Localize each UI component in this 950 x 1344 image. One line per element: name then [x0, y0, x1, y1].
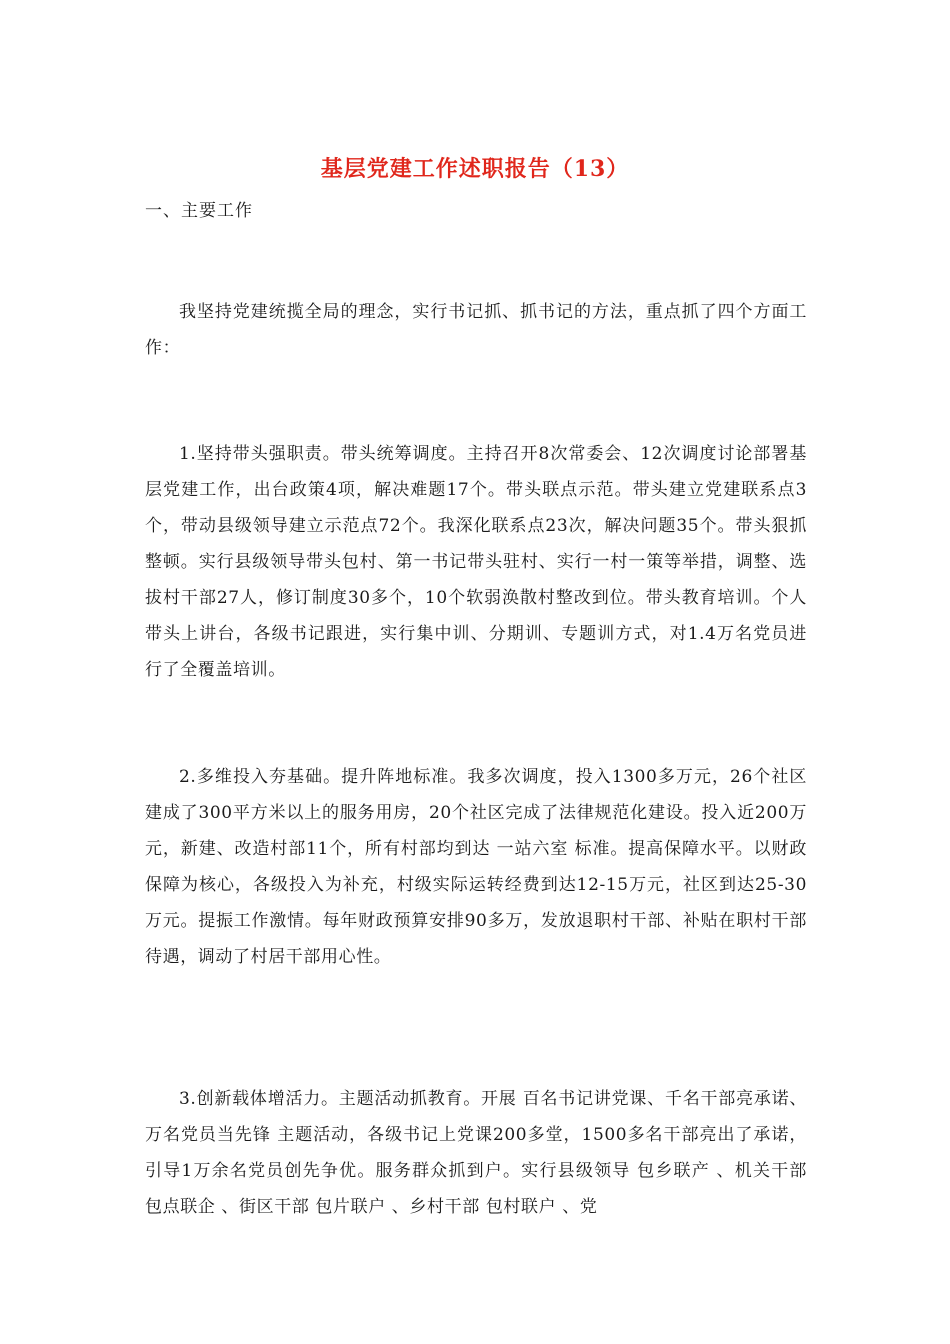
paragraph-intro: 我坚持党建统揽全局的理念，实行书记抓、抓书记的方法，重点抓了四个方面工作： [145, 302, 807, 358]
paragraph-3: 3.创新载体增活力。主题活动抓教育。开展 百名书记讲党课、千名干部亮承诺、万名党员当先锋 主题活动，各级书记上党课200多堂，1500多名干部亮出了承诺，引导1万余名党员创先争优。服务群众抓到户。实行县级领导 包乡联产 、机关干部 包点联企 、街区干部 包片联户 、乡村干部 包村联户 、党 [145, 1089, 807, 1217]
paragraph-2: 2.多维投入夯基础。提升阵地标准。我多次调度，投入1300多万元，26个社区建成了300平方米以上的服务用房，20个社区完成了法律规范化建设。投入近200万元，新建、改造村部11个，所有村部均到达 一站六室 标准。提高保障水平。以财政保障为核心，各级投入为补充，村级实际运转经费到达12-15万元，社区到达25-30万元。提振工作激情。每年财政预算安排90多万，发放退职村干部、补贴在职村干部待遇，调动了村居干部用心性。 [145, 767, 807, 967]
document-title: 基层党建工作述职报告（13） [320, 156, 630, 182]
paragraph-1: 1.坚持带头强职责。带头统筹调度。主持召开8次常委会、12次调度讨论部署基层党建工作，出台政策4项，解决难题17个。带头联点示范。带头建立党建联系点3个，带动县级领导建立示范点72个。我深化联系点23次，解决问题35个。带头狠抓整顿。实行县级领导带头包村、第一书记带头驻村、实行一村一策等举措，调整、选拔村干部27人，修订制度30多个，10个软弱涣散村整改到位。带头教育培训。个人带头上讲台，各级书记跟进，实行集中训、分期训、专题训方式，对1.4万名党员进行了全覆盖培训。 [145, 444, 807, 680]
section-heading: 一、主要工作 [145, 201, 253, 221]
